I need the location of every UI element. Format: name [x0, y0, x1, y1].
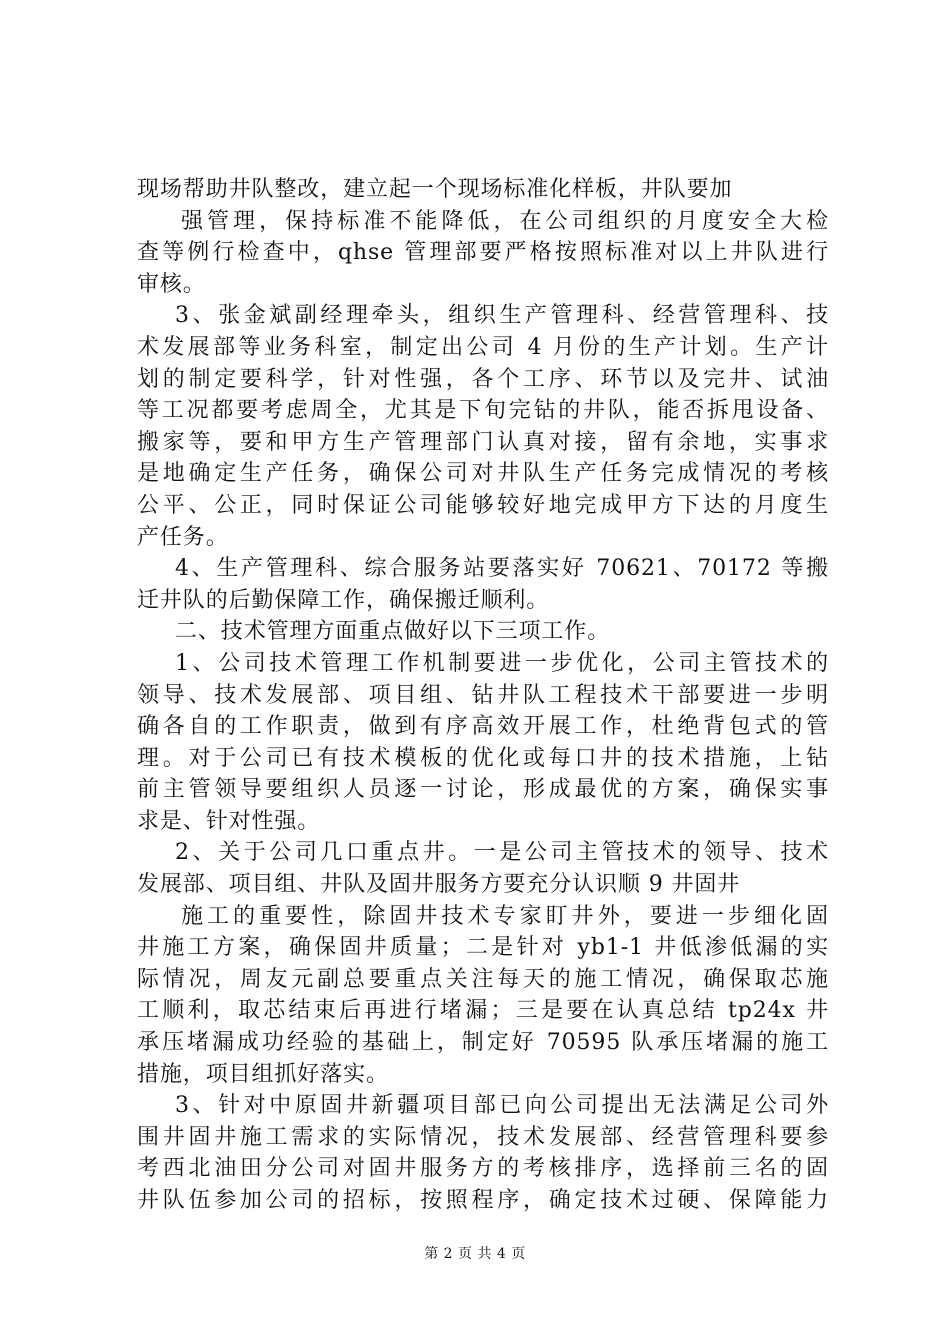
text-line: 考西北油田分公司对固井服务方的考核排序，选择前三名的固	[137, 1156, 829, 1182]
text-line: 际情况，周友元副总要重点关注每天的施工情况，确保取芯施	[137, 966, 829, 992]
text-line: 划的制定要科学，针对性强，各个工序、环节以及完井、试油	[137, 366, 829, 392]
text-line: 井施工方案，确保固井质量；二是针对 yb1-1 井低渗低漏的实	[137, 935, 829, 961]
text-line: 求是、针对性强。	[137, 808, 321, 834]
text-line: 现场帮助井队整改，建立起一个现场标准化样板，井队要加	[137, 177, 733, 202]
text-line: 等工况都要考虑周全，尤其是下旬完钻的井队，能否拆甩设备、	[137, 398, 829, 424]
text-line: 2、关于公司几口重点井。一是公司主管技术的领导、技术	[175, 840, 829, 866]
text-line: 前主管领导要组织人员逐一讨论，形成最优的方案，确保实事	[137, 777, 829, 803]
text-line: 3、张金斌副经理牵头，组织生产管理科、经营管理科、技	[175, 303, 829, 329]
text-line: 围井固井施工需求的实际情况，技术发展部、经营管理科要参	[137, 1124, 829, 1150]
text-line: 领导、技术发展部、项目组、钻井队工程技术干部要进一步明	[137, 682, 829, 708]
text-line: 工顺利，取芯结束后再进行堵漏；三是要在认真总结 tp24x 井	[137, 998, 829, 1024]
text-line: 3、针对中原固井新疆项目部已向公司提出无法满足公司外	[175, 1093, 829, 1119]
text-line: 审核。	[137, 271, 206, 297]
text-line: 是地确定生产任务，确保公司对井队生产任务完成情况的考核	[137, 461, 829, 487]
text-line: 迁井队的后勤保障工作，确保搬迁顺利。	[137, 587, 550, 613]
document-body	[137, 174, 829, 1217]
text-line: 确各自的工作职责，做到有序高效开展工作，杜绝背包式的管	[137, 714, 829, 740]
text-line: 1、公司技术管理工作机制要进一步优化，公司主管技术的	[175, 650, 829, 676]
text-line: 施工的重要性，除固井技术专家盯井外，要进一步细化固	[181, 903, 829, 929]
text-line: 承压堵漏成功经验的基础上，制定好 70595 队承压堵漏的施工	[137, 1030, 829, 1056]
text-line: 4、生产管理科、综合服务站要落实好 70621、70172 等搬	[175, 556, 829, 582]
text-line: 术发展部等业务科室，制定出公司 4 月份的生产计划。生产计	[137, 334, 829, 360]
text-line: 发展部、项目组、井队及固井服务方要充分认识顺 9 井固井	[137, 872, 741, 898]
text-line: 理。对于公司已有技术模板的优化或每口井的技术措施，上钻	[137, 745, 829, 771]
text-line: 井队伍参加公司的招标，按照程序，确定技术过硬、保障能力	[137, 1188, 829, 1213]
text-line: 措施，项目组抓好落实。	[137, 1061, 389, 1087]
page-footer: 第 2 页 共 4 页	[424, 1246, 526, 1262]
text-line: 查等例行检查中，qhse 管理部要严格按照标准对以上井队进行	[137, 240, 829, 266]
text-line: 搬家等，要和甲方生产管理部门认真对接，留有余地，实事求	[137, 429, 829, 455]
text-line: 公平、公正，同时保证公司能够较好地完成甲方下达的月度生	[137, 492, 829, 518]
text-line: 产任务。	[137, 524, 229, 550]
text-line: 强管理，保持标准不能降低，在公司组织的月度安全大检	[181, 208, 829, 234]
text-line: 二、技术管理方面重点做好以下三项工作。	[175, 619, 611, 645]
